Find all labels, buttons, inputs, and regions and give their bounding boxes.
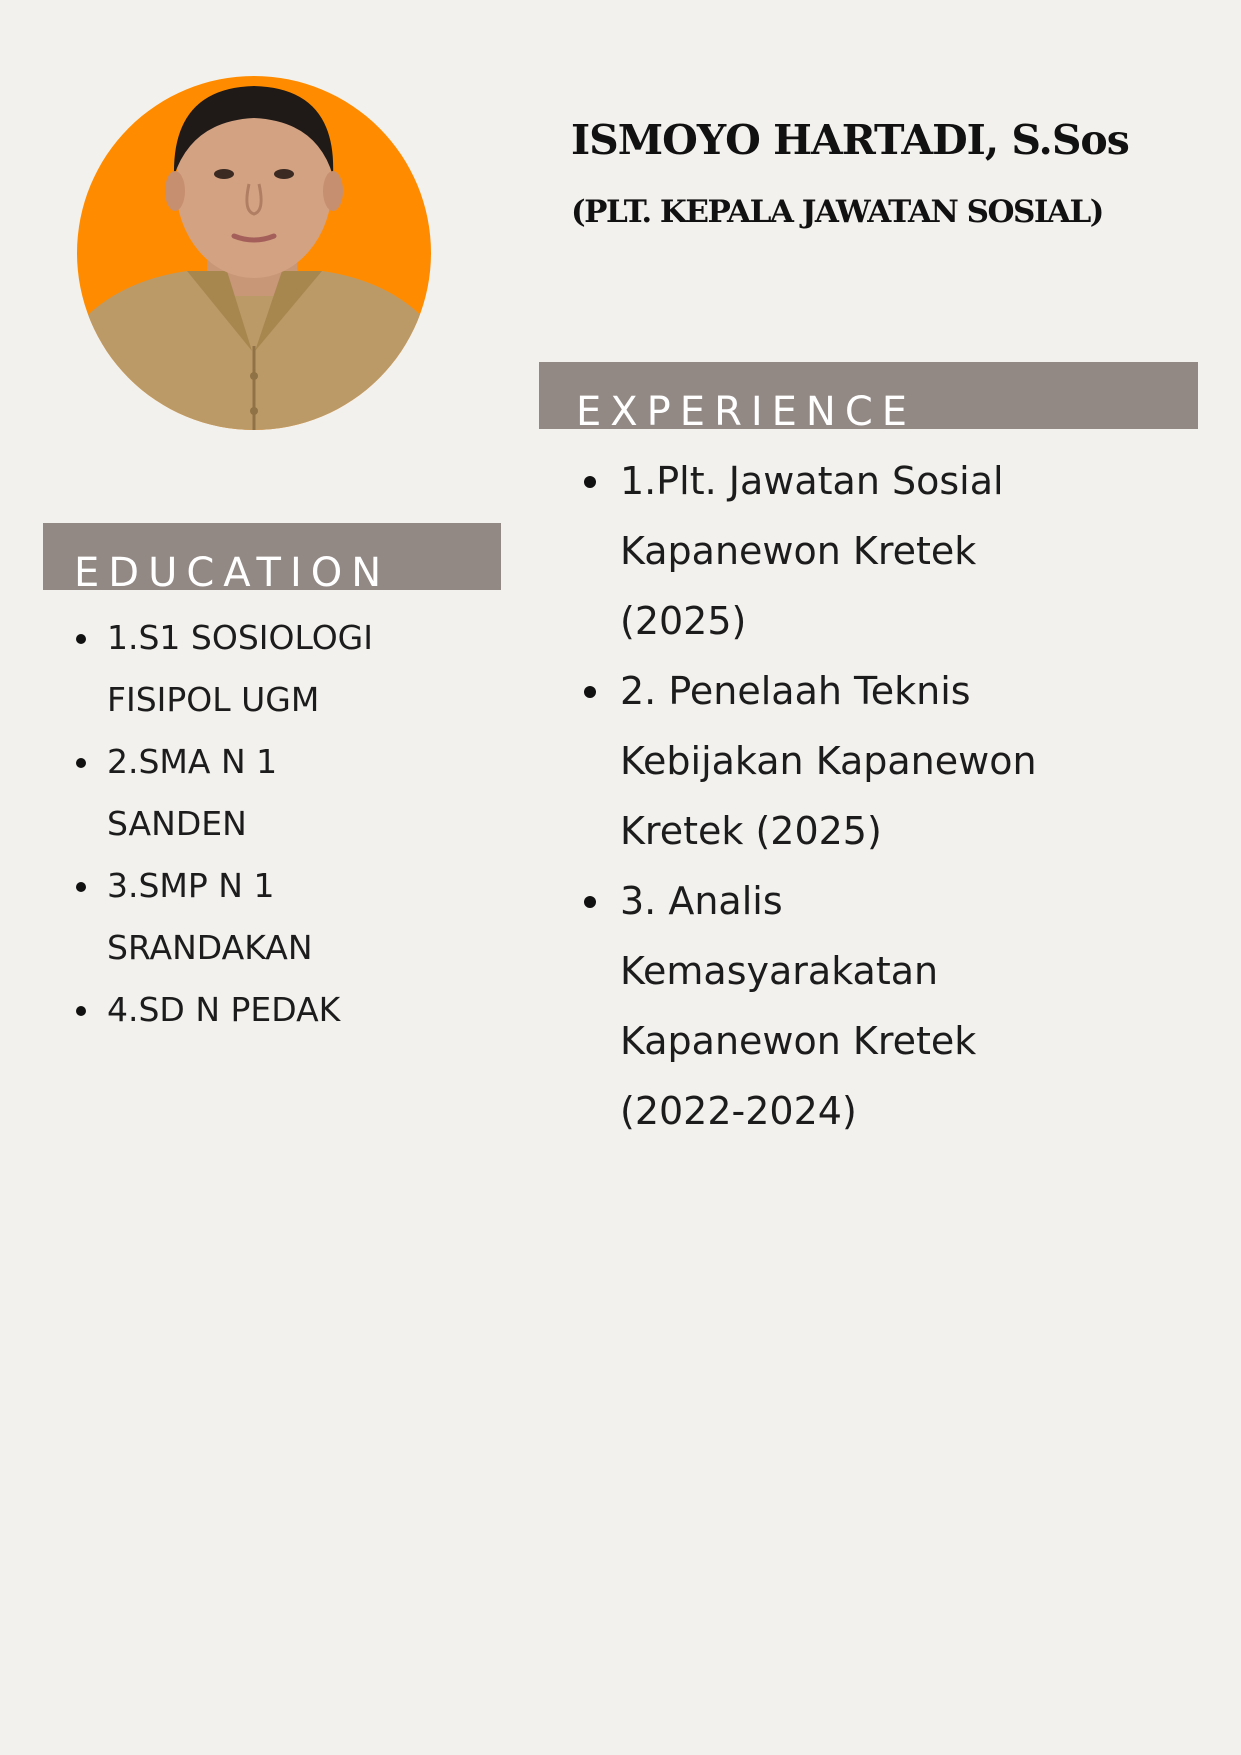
education-list xyxy=(107,607,487,1041)
profile-position: (PLT. KEPALA JAWATAN SOSIAL) xyxy=(571,194,1103,230)
education-item: 4.SD N PEDAK xyxy=(107,979,487,1041)
experience-title: EXPERIENCE xyxy=(576,389,917,429)
experience-item: 3. Analis Kemasyarakatan Kapanewon Kretek (2022-2024) xyxy=(620,866,1140,1146)
experience-item: 1.Plt. Jawatan Sosial Kapanewon Kretek (2025) xyxy=(620,446,1140,656)
education-item: 2.SMA N 1 SANDEN xyxy=(107,731,487,855)
education-item: 3.SMP N 1 SRANDAKAN xyxy=(107,855,487,979)
experience-header xyxy=(539,362,1198,429)
education-title: EDUCATION xyxy=(74,550,391,590)
profile-name: ISMOYO HARTADI, S.Sos xyxy=(571,116,1129,164)
profile-photo xyxy=(77,76,431,430)
experience-list xyxy=(620,446,1140,1146)
education-item: 1.S1 SOSIOLOGI FISIPOL UGM xyxy=(107,607,487,731)
education-header xyxy=(43,523,501,590)
experience-item: 2. Penelaah Teknis Kebijakan Kapanewon Kretek (2025) xyxy=(620,656,1140,866)
